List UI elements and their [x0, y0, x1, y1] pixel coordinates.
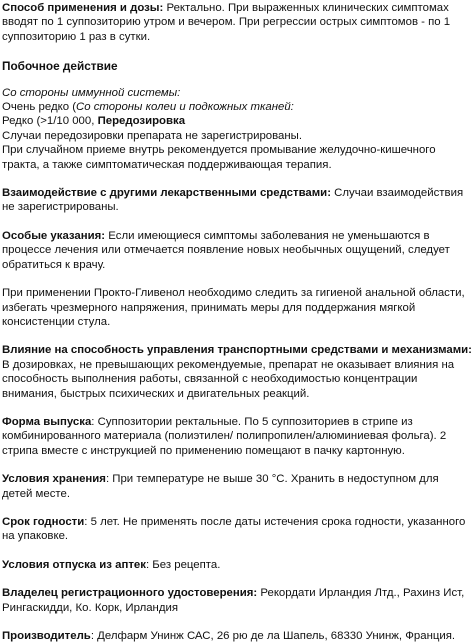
release-form-label: Форма выпуска — [2, 415, 92, 428]
storage-text: : При температуре не выше 30 °С. Хранить в недоступном для детей месте. — [2, 473, 439, 500]
dosage-label: Способ применения и дозы: — [2, 2, 164, 14]
holder-section — [2, 586, 472, 615]
release-form-text: : Суппозитории ректальные. По 5 суппозиториев в стрипе из комбинированного материала (полиэтилен/ полипропилен/алюминиевая фольга). 2 стрипа вместе с инструкцией по применению помещают в пачку картонную. — [2, 415, 447, 457]
hygiene-paragraph: При применении Прокто-Гливенол необходимо следить за гигиеной анальной области, избегать чрезмерного напряжения, принимать меры для поддержания мягкой консистенции стула. — [2, 287, 465, 328]
rare-prefix: Редко (>1/10 000, — [2, 115, 98, 128]
storage-label: Условия хранения — [2, 473, 106, 486]
overdose-text-1: Случаи передозировки препарата не зарегистрированы. — [2, 129, 303, 142]
driving-section — [2, 343, 472, 401]
interaction-label: Взаимодействие с другими лекарственными средствами: — [2, 187, 331, 200]
holder-text: Рекордати Ирландия Лтд., Рахинз Ист, Рингаскидди, Ко. Корк, Ирландия — [2, 587, 465, 614]
manufacturer-text: : Делфарм Унинж САС, 26 рю де ла Шапель, 68330 Унинж, Франция. — [90, 630, 456, 642]
special-instructions-label: Особые указания: — [2, 229, 106, 242]
special-instructions-section — [2, 229, 472, 272]
side-effects-section — [2, 59, 472, 172]
special-instructions-text: Если имеющиеся симптомы заболевания не уменьшаются в процессе лечения или отмечается появление новых необычных ощущений, следует обратиться к врачу. — [2, 229, 450, 271]
side-effects-heading: Побочное действие — [2, 59, 118, 74]
overdose-heading: Передозировка — [97, 115, 186, 128]
driving-label: Влияние на способность управления транспортными средствами и механизмами: — [2, 344, 472, 357]
interaction-section — [2, 186, 472, 215]
very-rare-prefix: Очень редко ( — [2, 101, 76, 114]
dispensing-label: Условия отпуска из аптек — [2, 558, 146, 571]
dosage-section — [2, 1, 472, 44]
driving-text: В дозировках, не превышающих рекомендуемые, препарат не оказывает влияния на способность выполнения работы, связанной с необходимостью концентрации внимания, быстрых психических и двигательных реакций. — [2, 358, 455, 400]
manufacturer-section — [2, 629, 472, 643]
skin-tissue-label: Со стороны колеи и подкожных тканей: — [76, 101, 294, 114]
overdose-text-2: При случайном приеме внутрь рекомендуется промывание желудочно-кишечного тракта, а также симптоматическая поддерживающая терапия. — [2, 144, 436, 171]
very-rare-line — [2, 100, 472, 114]
manufacturer-label: Производитель — [2, 630, 91, 642]
rare-line — [2, 114, 472, 128]
shelf-life-label: Срок годности — [2, 515, 85, 528]
dispensing-section — [2, 558, 472, 572]
dispensing-text: : Без рецепта. — [145, 558, 221, 571]
interaction-text: Случаи взаимодействия не зарегистрированы. — [2, 187, 464, 214]
shelf-life-section — [2, 515, 472, 544]
dosage-text: Ректально. При выраженных клинических симптомах вводят по 1 суппозиторию утром и вечером. При регрессии острых симптомов - по 1 суппозиторию 1 раз в сутки. — [2, 2, 451, 43]
immune-system-label: Со стороны иммунной системы: — [2, 86, 181, 99]
shelf-life-text: : 5 лет. Не применять после даты истечения срока годности, указанного на упаковке. — [2, 515, 466, 543]
holder-label: Владелец регистрационного удостоверения: — [2, 587, 258, 600]
immune-system-line — [2, 86, 472, 100]
release-form-section — [2, 415, 472, 458]
storage-section — [2, 472, 472, 501]
